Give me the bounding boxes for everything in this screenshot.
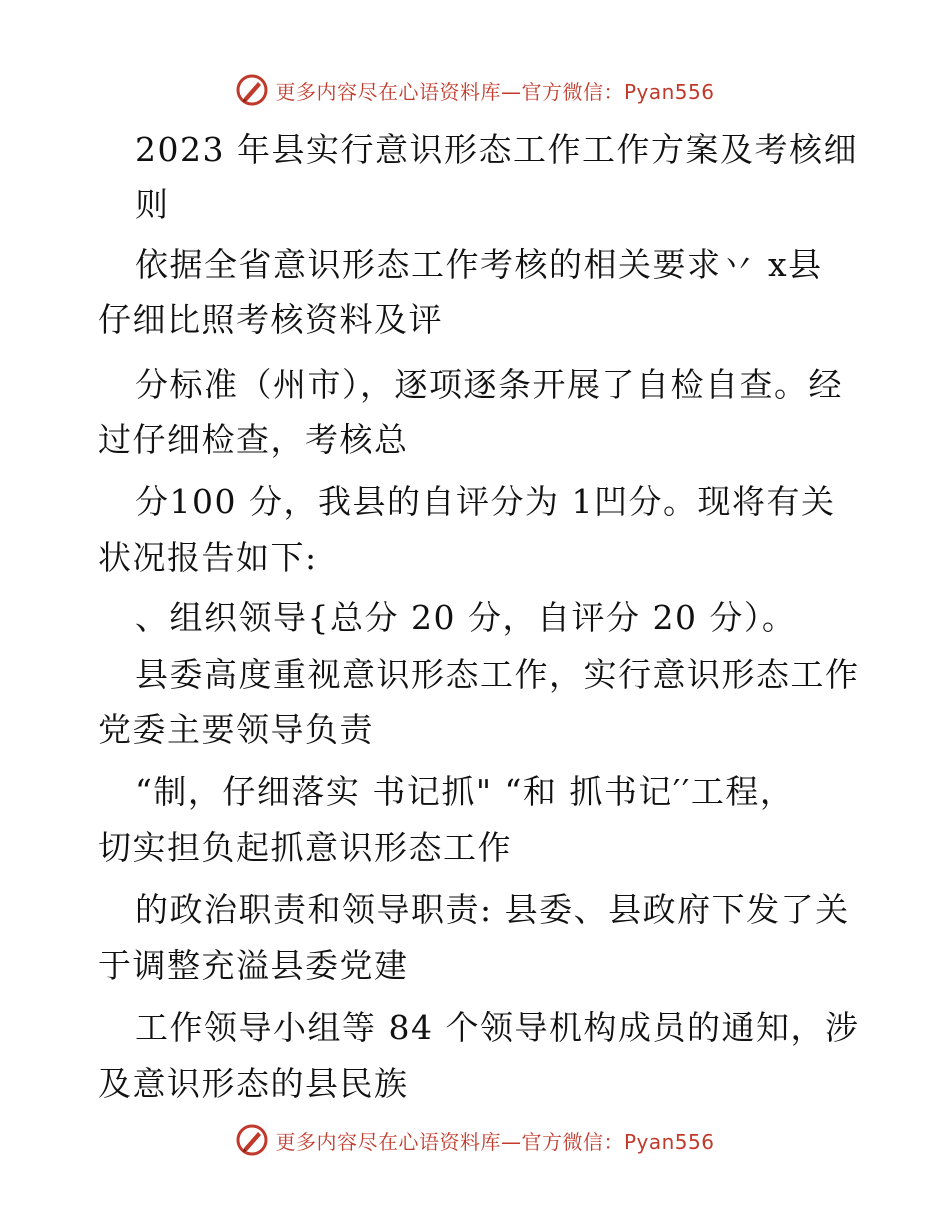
doc-title-line-1: 2023 年县实行意识形态工作工作方案及考核细 [135,130,858,169]
doc-line: 切实担负起抓意识形态工作 [98,828,512,867]
pen-logo-icon [235,1123,269,1157]
doc-line: 及意识形态的县民族 [98,1064,409,1103]
doc-line: 依据全省意识形态工作考核的相关要求丷 x县 [135,245,823,284]
doc-line: 分标准（州市），逐项逐条开展了自检自查。经 [135,365,843,404]
doc-line: 工作领导小组等 84 个领导机构成员的通知，涉 [135,1008,860,1047]
doc-line: 于调整充溢县委党建 [98,946,409,985]
footer-banner-text: 更多内容尽在心语资料库—官方微信：Pyan556 [275,1129,715,1154]
doc-line: 党委主要领导负责 [98,710,374,749]
header-banner [0,70,950,110]
doc-line: 过仔细检查，考核总 [98,420,409,459]
header-banner-text: 更多内容尽在心语资料库—官方微信：Pyan556 [275,79,715,104]
doc-line: 仔细比照考核资料及评 [98,300,443,339]
doc-line: 县委高度重视意识形态工作，实行意识形态工作 [135,655,860,694]
doc-title-line-2: 则 [135,185,170,224]
footer-banner [0,1120,950,1160]
doc-line: 的政治职责和领导职责: 县委、县政府下发了关 [135,890,850,929]
doc-line: “制，仔细落实 书记抓" “和 抓书记′′工程， [135,772,795,811]
pen-logo-icon [235,73,269,107]
doc-line: 状况报告如下: [98,538,318,577]
doc-line: 分100 分，我县的自评分为 1凹分。现将有关 [135,482,836,521]
doc-line: 、组织领导{总分 20 分，自评分 20 分）。 [135,598,797,637]
